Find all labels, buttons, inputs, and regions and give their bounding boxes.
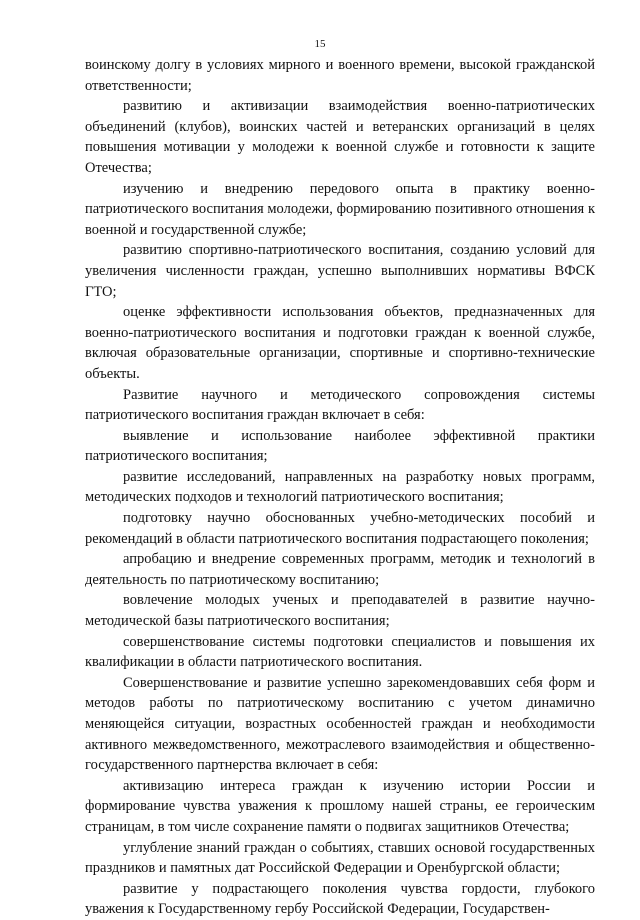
paragraph: совершенствование системы подготовки специалистов и повышения их квалификации в области патриотического воспитания.: [85, 633, 595, 671]
paragraph: выявление и использование наиболее эффективной практики патриотического воспитания;: [85, 427, 595, 465]
paragraph: оценке эффективности использования объектов, предназначенных для военно-патриотического воспитания и подготовки граждан к военной службе, включая образовательные организации, спортивные и спортивно-технические объекты.: [85, 304, 595, 382]
paragraph: вовлечение молодых ученых и преподавателей в развитие научно-методической базы патриотического воспитания;: [85, 592, 595, 630]
paragraph: развитие исследований, направленных на разработку новых программ, методических подходов и технологий патриотического воспитания;: [85, 468, 595, 506]
paragraph: подготовку научно обоснованных учебно-методических пособий и рекомендаций в области патриотического воспитания подрастающего поколения;: [85, 510, 595, 547]
paragraph: активизацию интереса граждан к изучению истории России и формирование чувства уважения к прошлому нашей страны, ее героическим страницам, в том числе сохранение памяти о подвигах защитников Отечества;: [85, 777, 595, 835]
paragraph: развитие у подрастающего поколения чувства гордости, глубокого уважения к Государственному гербу Российской Федерации, Государствен-: [85, 880, 595, 918]
page-number: 15: [314, 38, 326, 50]
paragraph: углубление знаний граждан о событиях, ставших основой государственных праздников и памятных дат Российской Федерации и Оренбургской области;: [85, 839, 595, 877]
paragraph: воинскому долгу в условиях мирного и военного времени, высокой гражданской ответственности;: [85, 57, 595, 94]
paragraph: развитию спортивно-патриотического воспитания, созданию условий для увеличения численности граждан, успешно выполнивших нормативы ВФСК ГТО;: [85, 242, 595, 300]
paragraph: Совершенствование и развитие успешно зарекомендовавших себя форм и методов работы по патриотическому воспитанию с учетом динамично меняющейся ситуации, возрастных особенностей граждан и необходимости активного межведомственного, межотраслевого взаимодействия и общественно-государственного партнерства включает в себя:: [85, 674, 595, 774]
paragraph: изучению и внедрению передового опыта в практику военно-патриотического воспитания молодежи, формированию позитивного отношения к военной и государственной службе;: [85, 180, 595, 238]
paragraph: Развитие научного и методического сопровождения системы патриотического воспитания граждан включает в себя:: [85, 386, 595, 424]
paragraph: апробацию и внедрение современных программ, методик и технологий в деятельность по патриотическому воспитанию;: [85, 551, 595, 588]
document-body: [85, 55, 595, 920]
paragraph: развитию и активизации взаимодействия военно-патриотических объединений (клубов), воинских частей и ветеранских организаций в целях повышения мотивации у молодежи к военной службе и готовности к защите Отечества;: [85, 98, 595, 176]
